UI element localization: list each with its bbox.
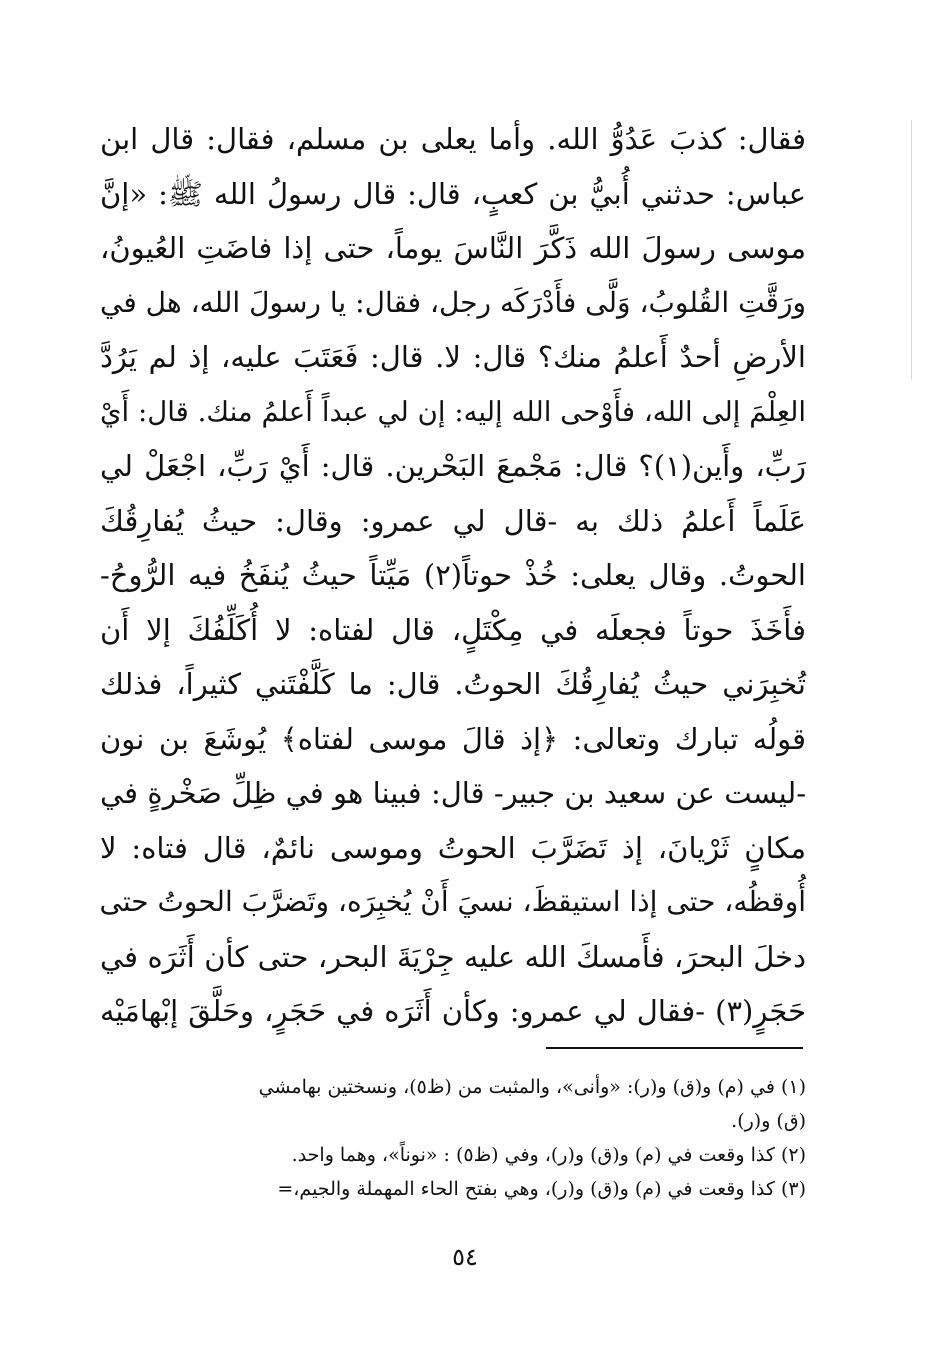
text-line: دخلَ البحرَ، فأَمسكَ الله عليه جِرْيَةَ البحر، حتى كأن أَثَرَه في (100, 939, 806, 974)
text-line: ورَقَّتِ القُلوبُ، وَلَّى فأَدْرَكَه رجل، فقال: يا رسولَ الله، هل في (100, 285, 806, 319)
footnote-separator (546, 1047, 803, 1049)
text-line: قولُه تبارك وتعالى: ﴿إذ قالَ موسى لفتاه﴾ يُوشَعَ بن نون (100, 721, 806, 756)
text-line: حَجَرٍ(٣) -فقال لي عمرو: وكأن أَثَرَه في حَجَرٍ، وحَلَّقَ إبْهامَيْه (100, 994, 806, 1028)
text-line: موسى رسولَ الله ذَكَّرَ النَّاسَ يوماً، حتى إذا فاضَتِ العُيونُ، (100, 231, 806, 265)
text-line: فأَخَذَ حوتاً فجعلَه في مِكْتَلٍ، قال لفتاه: لا أُكَلِّفُكَ إلا أَن (100, 612, 806, 647)
footnote-2: (٢) كذا وقعت في (م) و(ق) و(ر)، وفي (ظ٥) : «نوناً»، وهما واحد. (291, 1144, 806, 1166)
main-text (100, 112, 806, 1039)
footnotes (100, 1070, 806, 1206)
page-number: ٥٤ (452, 1243, 478, 1271)
footnote-1: (١) في (م) و(ق) و(ر): «وأنى»، والمثبت من (ظ٥)، ونسختين بهامشي (258, 1076, 806, 1098)
text-line: عَلَماً أَعلمُ ذلك به -قال لي عمرو: وقال: حيثُ يُفارِقُكَ (100, 503, 806, 538)
text-line: العِلْمَ إلى الله، فأَوْحى الله إليه: إن لي عبداً أَعلمُ منك. قال: أَيْ (100, 395, 806, 428)
text-line: تُخبِرَني حيثُ يُفارِقُكَ الحوتُ. قال: ما كَلَّفْتَني كثيراً، فذلك (100, 667, 806, 701)
text-line: الحوتُ. وقال يعلى: خُذْ حوتاً(٢) مَيِّتاً حيثُ يُنفَخُ فيه الرُّوحُ- (100, 558, 806, 592)
text-line: الأرضِ أحدٌ أَعلمُ منك؟ قال: لا. قال: فَعَتَبَ عليه، إذ لم يَرُدَّ (100, 340, 806, 374)
scan-margin-mark (911, 120, 912, 380)
text-line: -ليست عن سعيد بن جبير- قال: فبينا هو في ظِلِّ صَخْرةٍ في (100, 776, 806, 810)
text-line: فقال: كذبَ عَدُوُّ الله. وأما يعلى بن مسلم، فقال: قال ابن (100, 122, 806, 156)
text-line: مكانٍ ثَرْيانَ، إذ تَضَرَّبَ الحوتُ وموسى نائمٌ، قال فتاه: لا (100, 830, 806, 865)
text-line: أُوقظُه، حتى إذا استيقظَ، نسيَ أَنْ يُخبِرَه، وتَضرَّبَ الحوتُ حتى (99, 885, 806, 918)
text-line: عباس: حدثني أُبيُّ بن كعبٍ، قال: قال رسولُ الله ﷺ: «إنَّ (100, 176, 806, 211)
text-line: رَبِّ، وأَين(١)؟ قال: مَجْمعَ البَحْرين. قال: أَيْ رَبِّ، اجْعَلْ لي (100, 449, 806, 483)
footnote-3: (٣) كذا وقعت في (م) و(ق) و(ر)، وهي بفتح الحاء المهملة والجيم،= (277, 1178, 806, 1200)
footnote-1-continuation: (ق) و(ر). (731, 1110, 806, 1132)
